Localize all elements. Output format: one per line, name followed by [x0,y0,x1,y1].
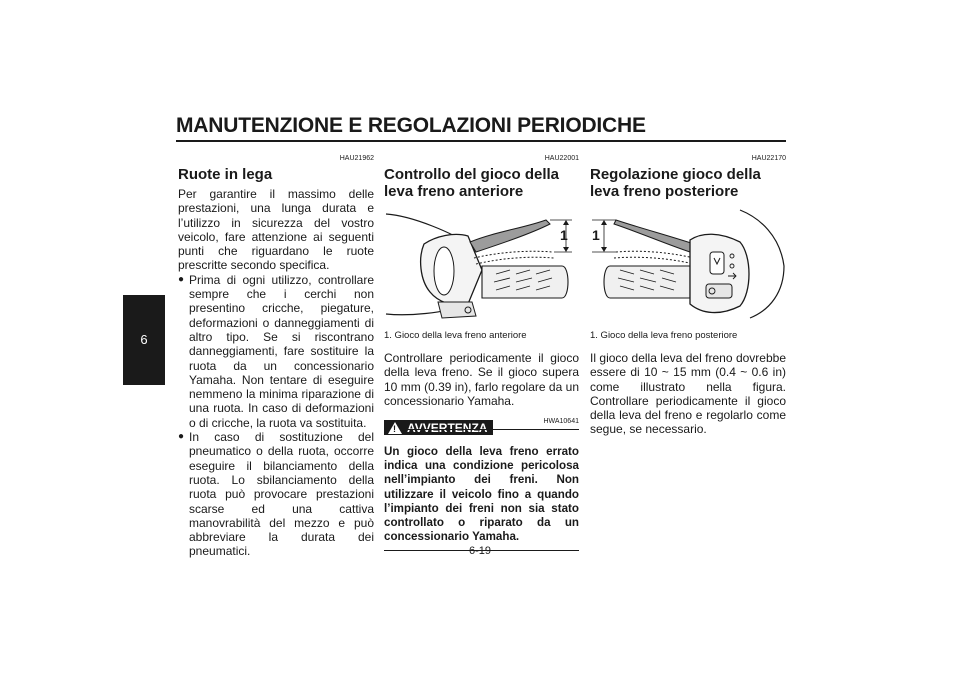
section-code: HAU22170 [751,155,786,162]
figure-caption: 1. Gioco della leva freno posteriore [590,330,738,341]
column-alloy-wheels [178,155,374,559]
warning-top-rule [384,429,579,432]
callout-number: 1 [592,227,600,243]
bullet-icon: ● [178,431,185,443]
bullet-text: In caso di sostituzione del pneumatico o della ruota, occorre eseguire il bilanciamento della ruota. Lo sbilanciamento della ruota può provocare prestazioni scarse ed una cattiva manovrabilità del mezzo e può abbreviare la durata dei pneumatici. [189,430,374,559]
bullet-icon: ● [178,273,185,285]
column-rear-brake [590,155,786,437]
header-rule [176,140,786,142]
section-heading: Ruote in lega [178,166,273,183]
warning-code: HWA10641 [543,418,579,426]
section-code: HAU21962 [339,155,374,162]
chapter-number: 6 [140,332,148,347]
warning-text: Un gioco della leva freno errato indica una condizione pericolosa nell’impianto dei freni. Non utilizzare il veicolo fino a quando l’impianto dei freni non sia stato controllato o riparato da un concessionario Yamaha. [384,444,579,544]
warning-icon: ! [388,422,402,434]
chapter-tab [123,295,165,385]
page-title: MANUTENZIONE E REGOLAZIONI PERIODICHE [176,114,646,137]
section-code: HAU22001 [544,155,579,162]
section-heading: Regolazione gioco della leva freno posteriore [590,166,761,200]
figure-caption: 1. Gioco della leva freno anteriore [384,330,527,341]
body-paragraph: Controllare periodicamente il gioco della leva freno. Se il gioco supera 10 mm (0.39 in), farlo regolare da un concessionario Yamaha. [384,351,579,408]
body-paragraph: Il gioco della leva del freno dovrebbe essere di 10 ~ 15 mm (0.4 ~ 0.6 in) come illustrato nella figura. Controllare periodicamente il gioco della leva del freno e regolarlo come segue, se necessario. [590,351,786,437]
callout-number: 1 [560,227,568,243]
warning-tag [384,420,493,435]
intro-paragraph: Per garantire il massimo delle prestazioni, una lunga durata e l’utilizzo in sicurezza del vostro veicolo, fare attenzione ai seguenti punti che riguardano le ruote prescritte secondo specifica. [178,187,374,273]
bullet-text: Prima di ogni utilizzo, controllare sempre che i cerchi non presentino cricche, piegature, deformazioni o danneggiamenti di altro tipo. Se si riscontrano danneggiamenti, fare sostituire la ruota da un concessionario Yamaha. Non tentare di eseguire nemmeno la minima riparazione di una ruota. In caso di deformazioni o di cricche, la ruota va sostituita. [189,272,374,430]
page-number: 6-19 [468,545,492,557]
warning-box [384,445,579,551]
warning-tag-text: AVVERTENZA [407,420,488,435]
column-front-brake [384,155,579,551]
bullet-item [178,430,374,559]
section-heading: Controllo del gioco della leva freno anteriore [384,166,560,200]
front-brake-lever-illustration [384,206,579,324]
bullet-item [178,273,374,430]
rear-brake-lever-illustration [590,206,786,324]
